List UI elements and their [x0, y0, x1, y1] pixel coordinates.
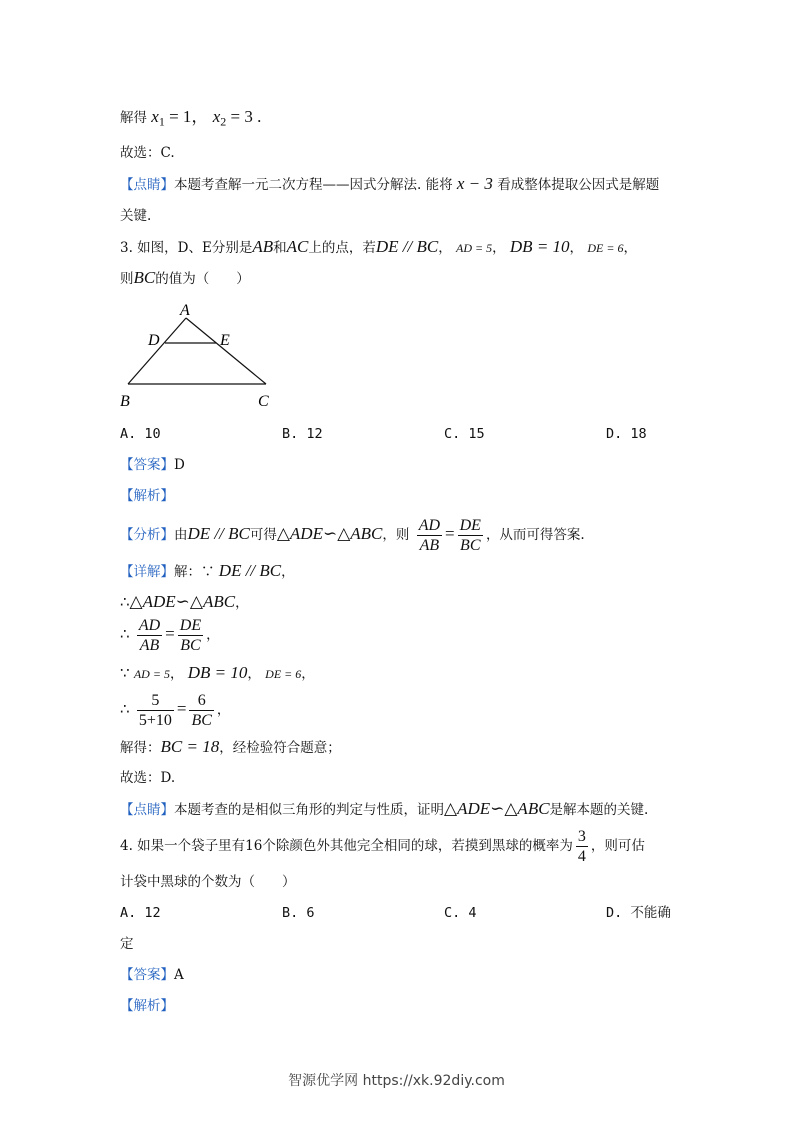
text: ，	[281, 564, 295, 580]
numerator: AD	[418, 517, 441, 534]
math: BC	[133, 268, 156, 287]
text: ，经检验符合题意；	[219, 740, 341, 756]
math: DE // BC	[218, 561, 282, 580]
text: 和	[273, 240, 287, 256]
text: 是解本题的关键.	[549, 802, 649, 818]
math: DB = 10	[509, 237, 570, 256]
question-3	[120, 236, 637, 259]
text: 解得：	[120, 740, 161, 756]
detail-line-1	[120, 560, 295, 583]
fraction	[576, 827, 588, 866]
numerator: DE	[459, 517, 481, 534]
math: △ADE∽△ABC	[444, 799, 550, 818]
answer-tag: 【答案】	[120, 967, 174, 983]
label-c: C	[258, 393, 269, 410]
choice-line: 故选：C.	[120, 145, 175, 161]
analysis-tag: 【分析】	[120, 527, 174, 543]
text: ，	[301, 666, 315, 682]
answer-line	[120, 454, 185, 476]
fraction	[417, 516, 442, 555]
analysis-line	[120, 514, 585, 555]
denominator: 4	[577, 848, 586, 865]
answer-line-4	[120, 964, 184, 986]
analysis-tag: 【解析】	[120, 488, 174, 504]
option-d: D. 不能确	[606, 905, 671, 921]
text: 解：∵	[174, 564, 215, 580]
detail-line-4	[120, 662, 315, 685]
answer-value: A	[174, 967, 184, 983]
detail-line-7: 故选：D.	[120, 770, 176, 786]
text: ，	[247, 666, 261, 682]
therefore-symbol: ∴	[120, 593, 130, 611]
analysis-heading-4	[120, 995, 174, 1017]
math-eq: =	[165, 624, 175, 643]
detail-line-3	[120, 614, 220, 655]
footer-watermark: 智源优学网 https://xk.92diy.com	[288, 1073, 505, 1089]
question-4-line2: 计袋中黑球的个数为（ ）	[120, 874, 296, 890]
math: AD = 5	[133, 667, 170, 681]
denominator: 5+10	[138, 712, 172, 729]
math-sub: 2	[220, 114, 227, 129]
numerator: 6	[189, 691, 213, 711]
text: 本题考查的是相似三角形的判定与性质，证明	[174, 802, 444, 818]
comment-line	[120, 173, 659, 196]
text: ，	[623, 240, 637, 256]
solution-line	[120, 106, 261, 133]
text: ，从而可得答案.	[485, 527, 585, 543]
text: 的值为（ ）	[155, 271, 250, 287]
detail-tag: 【详解】	[120, 564, 174, 580]
math: DE // BC	[375, 237, 439, 256]
analysis-heading	[120, 485, 174, 507]
text: 上的点，若	[308, 240, 376, 256]
numerator: DE	[179, 617, 202, 634]
math-eq: = 1，	[164, 107, 209, 126]
text: 看成整体提取公因式是解题	[497, 177, 660, 193]
option-b: B. 6	[282, 905, 315, 921]
fraction	[137, 691, 174, 730]
math: DE = 6	[587, 241, 624, 255]
text: ，	[235, 595, 249, 611]
text: 解得	[120, 110, 147, 126]
option-c: C. 4	[444, 905, 477, 921]
math-x1: x	[151, 107, 159, 126]
option-d-continuation: 定	[120, 936, 134, 952]
fraction	[137, 616, 162, 655]
text: 可得	[249, 527, 277, 543]
label-e: E	[220, 332, 230, 349]
question-3-line2	[120, 267, 250, 290]
text: 3. 如图，D、E分别是	[120, 240, 253, 256]
text: ，	[216, 702, 231, 718]
detail-line-5	[120, 688, 230, 731]
math-sub: 1	[158, 114, 165, 129]
answer-value: D	[174, 457, 185, 473]
option-a: A. 12	[120, 905, 161, 921]
question-4	[120, 826, 645, 866]
fraction	[458, 516, 483, 555]
option-a: A. 10	[120, 426, 161, 442]
math-eq: =	[445, 524, 455, 543]
math: DE // BC	[187, 524, 250, 543]
option-d: D. 18	[606, 426, 647, 442]
label-a: A	[180, 302, 190, 319]
therefore-symbol: ∴	[120, 700, 130, 718]
comment-line-2	[120, 798, 648, 821]
label-b: B	[120, 393, 130, 410]
math: DE = 6	[265, 667, 302, 681]
fraction	[189, 691, 213, 730]
text: ，则可估	[590, 838, 645, 854]
detail-line-2	[120, 591, 249, 614]
math-x2: x	[212, 107, 221, 126]
detail-line-6	[120, 736, 341, 759]
fraction	[178, 616, 203, 655]
math-eq: = 3 .	[226, 107, 262, 126]
math-eq: =	[176, 699, 187, 718]
triangle-figure	[110, 298, 280, 413]
text: ，	[206, 627, 220, 643]
side-ac	[186, 318, 266, 384]
denominator: BC	[191, 712, 212, 729]
text: ，则	[382, 527, 410, 543]
math: AB	[252, 237, 274, 256]
math-expr: x − 3	[456, 174, 493, 193]
text: ，	[569, 240, 584, 256]
numerator: 5	[137, 691, 174, 711]
side-ab	[128, 318, 186, 384]
option-c: C. 15	[444, 426, 485, 442]
numerator: 3	[577, 828, 586, 845]
comment-tag: 【点睛】	[120, 802, 174, 818]
numerator: AD	[138, 617, 161, 634]
analysis-tag: 【解析】	[120, 998, 174, 1014]
text-line: 关键.	[120, 208, 152, 224]
option-b: B. 12	[282, 426, 323, 442]
denominator: AB	[139, 637, 160, 654]
math: AD = 5	[456, 241, 493, 255]
text: 由	[174, 527, 188, 543]
because-symbol: ∵	[120, 664, 130, 682]
text: 本题考查解一元二次方程——因式分解法. 能将	[174, 177, 453, 193]
math: BC = 18	[160, 737, 220, 756]
math: AC	[286, 237, 309, 256]
math: △ADE∽△ABC	[129, 592, 236, 611]
text: 4. 如果一个袋子里有16个除颜色外其他完全相同的球，若摸到黑球的概率为	[120, 838, 573, 854]
label-d: D	[148, 332, 160, 349]
denominator: BC	[180, 637, 201, 654]
denominator: BC	[460, 537, 481, 554]
text: ，	[169, 666, 184, 682]
text: 则	[120, 271, 134, 287]
text: ，	[438, 240, 452, 256]
math: DB = 10	[187, 663, 248, 682]
text: ，	[492, 240, 506, 256]
math: △ADE∽△ABC	[276, 524, 383, 543]
answer-tag: 【答案】	[120, 457, 174, 473]
denominator: AB	[419, 537, 440, 554]
comment-tag: 【点睛】	[120, 177, 174, 193]
therefore-symbol: ∴	[120, 625, 130, 643]
